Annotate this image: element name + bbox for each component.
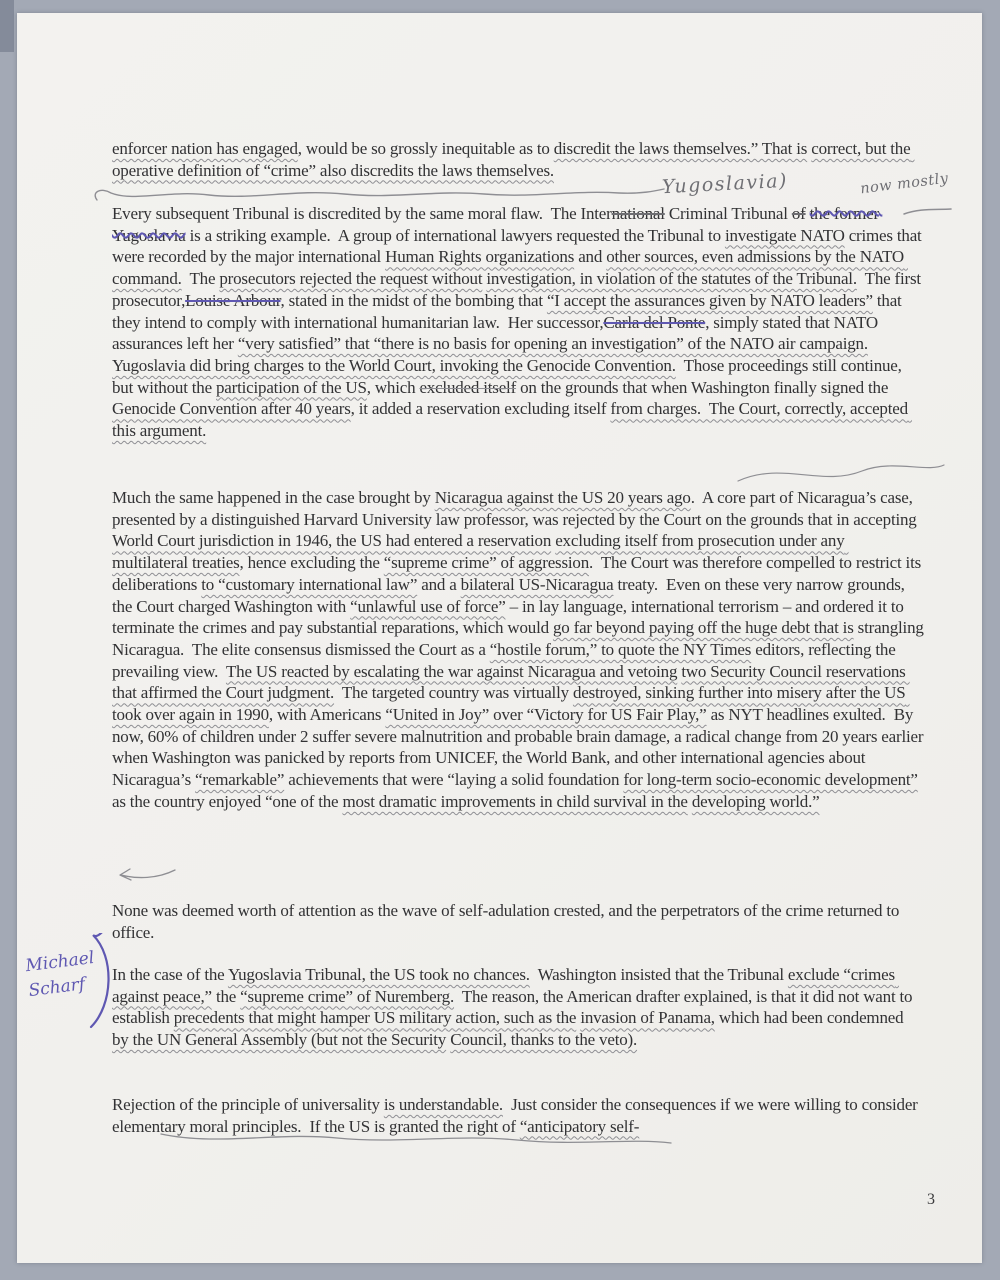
pencil-underlined-text: Yugoslavia did bring charges to the World Court, invoking the Genocide Convention.: [112, 355, 676, 375]
pencil-underlined-text: Nicaragua against the US 20 years ago: [434, 488, 691, 507]
text-run: , simply stated that NATO assurances left her: [112, 312, 882, 354]
pencil-underlined-text: “remarkable”: [195, 770, 285, 790]
pencil-underlined-text: correct, but the operative definition of “crime” also discredits the laws themselves.: [112, 139, 915, 180]
text-run: The reason, the American drafter explained, is that it did not want to establish: [112, 986, 917, 1028]
pencil-underlined-text: “I accept the assurances given by NATO leaders”: [546, 290, 873, 310]
text-run: that they intend to comply with international humanitarian law. Her successor,: [112, 290, 906, 332]
text-run: as NYT headlines exulted. By now, 60% of children under 2 suffer severe malnutrition and probable brain damage, a radical change from 20 years earlier when Washington was panicked by reports from UNICEF, the World Bank, and other international agencies about Nicaragua’s: [112, 705, 928, 790]
pencil-underlined-text: “United in Joy” over “Victory for US Fair Play,”: [385, 705, 707, 725]
pencil-underlined-text: discredit the laws themselves.” That is: [553, 139, 808, 158]
text-run: editors, reflecting the prevailing view.: [112, 639, 900, 681]
pencil-underlined-text: Yugoslavia Tribunal, the US took no chances.: [227, 965, 530, 984]
pencil-underlined-text: “supreme crime” of aggression: [383, 553, 589, 573]
pencil-underlined-text: two Security Council reservations that affirmed the Court judgment.: [112, 661, 910, 703]
pencil-underlined-text: by the UN General Assembly (but not the Security: [112, 1030, 447, 1050]
pencil-underlined-text: other sources, even admissions by the NATO command.: [112, 247, 908, 289]
handwritten-insertion-note: Yugoslavia): [661, 169, 789, 199]
pencil-underlined-text: destroyed, sinking further into misery after the US took over again in 1990: [112, 683, 910, 725]
pencil-underlined-text: exclude “crimes against peace,”: [112, 965, 899, 1006]
pencil-underlined-text: enforcer nation has engaged: [112, 139, 298, 158]
text-run: achievements that were “laying a solid foundation: [284, 770, 624, 790]
text-run: , would be so grossly inequitable as to: [297, 139, 554, 158]
text-run: In the case of the: [112, 965, 228, 984]
paragraph: [112, 487, 928, 813]
paragraph: [112, 964, 924, 1051]
pencil-underlined-text: “supreme crime” of Nuremberg.: [240, 986, 455, 1006]
pencil-underlined-text: Genocide Convention after 40 years: [112, 399, 351, 419]
pencil-underlined-text: to “customary international law”: [201, 574, 418, 594]
blue-scribbled-text: the former Yugoslavia: [112, 204, 883, 245]
text-run: Those proceedings still continue, but without the: [112, 355, 906, 397]
text-run: , which: [366, 377, 420, 397]
paragraph: [112, 138, 924, 181]
margin-note-line: Michael: [24, 947, 96, 977]
text-run: the: [211, 986, 241, 1006]
text-run: , with Americans: [268, 705, 386, 725]
text-run: and a: [417, 574, 461, 594]
pencil-underlined-text: investigation, in violation of the statutes of the Tribunal.: [486, 269, 857, 289]
text-run: Every subsequent Tribunal is discredited by the same moral flaw. The Inter: [112, 204, 612, 223]
pencil-underlined-text: “unlawful use of force”: [350, 596, 506, 616]
pencil-underlined-text: go far beyond paying off the huge debt that is: [552, 618, 854, 638]
pencil-underlined-text: Human Rights organizations: [385, 247, 575, 267]
pencil-struck-text: of: [791, 204, 806, 223]
paragraph: [112, 900, 924, 943]
handwritten-margin-note: [24, 946, 99, 1004]
text-run: None was deemed worth of attention as the wave of self-adulation crested, and the perpetrators of the crime returned to office.: [112, 901, 904, 942]
text-run: on the grounds that when Washington finally signed the: [516, 377, 893, 397]
text-run: Much the same happened in the case brought by: [112, 488, 435, 507]
pencil-underlined-text: “anticipatory self-: [519, 1116, 640, 1136]
document-page: [17, 13, 982, 1263]
text-run: and: [574, 247, 607, 267]
pencil-underlined-text: participation of the US: [216, 377, 367, 397]
pencil-underlined-text: precedents that might hamper US military action, such as the: [173, 1008, 577, 1028]
document-text: [17, 13, 982, 1263]
pencil-underlined-text: “very satisfied” that “there is no basis for opening an investigation” of the NATO air campaign.: [237, 334, 868, 354]
text-run: . The Court was therefore compelled to restrict its deliberations: [112, 553, 926, 594]
text-run: Just consider the consequences if we were willing to consider elementary moral principles. If the US is granted the right of: [112, 1095, 922, 1136]
pencil-underlined-text: excluding itself from prosecution under any multilateral treaties: [112, 531, 849, 573]
text-run: The first prosecutor,: [112, 269, 925, 310]
margin-note-line: Scharf: [27, 974, 87, 1002]
text-run: treaty. Even on these very narrow grounds, the Court charged Washington with: [112, 574, 909, 616]
pencil-underlined-text: prosecutors rejected the request without: [219, 269, 483, 289]
page-number: 3: [927, 1191, 935, 1208]
pencil-underlined-text: World Court jurisdiction in 1946, the US had entered a reservation: [112, 531, 552, 551]
pencil-struck-text: excluded itself: [419, 377, 517, 397]
paragraph: [112, 203, 924, 442]
pencil-underlined-text: Council, thanks to the veto).: [450, 1030, 638, 1050]
text-run: . A core part of Nicaragua’s case, presented by a distinguished Harvard University law professor, was rejected by the Court on the grounds that in accepting: [112, 488, 921, 529]
text-run: strangling Nicaragua. The elite consensus dismissed the Court as a: [112, 618, 928, 659]
text-run: as the country enjoyed “one of the: [112, 770, 922, 811]
text-run: Criminal Tribunal: [664, 204, 792, 223]
pencil-struck-text: national: [611, 204, 665, 223]
text-run: Washington insisted that the Tribunal: [529, 965, 788, 984]
text-run: The targeted country was virtually: [334, 683, 573, 703]
pencil-underlined-text: invasion of Panama,: [580, 1008, 715, 1028]
text-run: Rejection of the principle of universality: [112, 1095, 384, 1114]
blue-struck-text: Louise Arbour: [185, 290, 281, 310]
text-run: – in lay language, international terrorism – and ordered it to terminate the crimes and pay substantial reparations, which would: [112, 596, 908, 638]
text-run: which had been condemned: [714, 1008, 908, 1028]
paragraph: [112, 1094, 924, 1137]
pencil-underlined-text: The US reacted by escalating the war against Nicaragua and vetoing: [225, 661, 678, 681]
text-run: , it added a reservation excluding itself: [350, 399, 611, 419]
pencil-underlined-text: “hostile forum,” to quote the NY Times: [489, 639, 752, 659]
pencil-underlined-text: from charges. The Court, correctly, accepted this argument.: [112, 399, 912, 441]
scan-edge-artifact: [0, 0, 14, 52]
text-run: is a striking example. A group of international lawyers requested the Tribunal to: [185, 225, 725, 245]
pencil-underlined-text: developing world.”: [691, 791, 820, 811]
pencil-underlined-text: is understandable.: [383, 1095, 503, 1114]
blue-struck-text: Carla del Ponte: [603, 312, 706, 332]
text-run: [868, 334, 875, 353]
pencil-underlined-text: investigate NATO: [724, 225, 845, 245]
text-run: The: [181, 269, 220, 289]
pencil-underlined-text: most dramatic improvements in child survival in the: [342, 791, 688, 811]
text-run: crimes that were recorded by the major international: [112, 225, 926, 267]
text-run: , stated in the midst of the bombing that: [280, 290, 547, 310]
text-run: , hence excluding the: [239, 553, 384, 573]
pencil-underlined-text: bilateral US-Nicaragua: [460, 574, 614, 594]
handwritten-top-right-note: now mostly: [859, 170, 950, 198]
pencil-underlined-text: for long-term socio-economic development”: [623, 770, 918, 790]
